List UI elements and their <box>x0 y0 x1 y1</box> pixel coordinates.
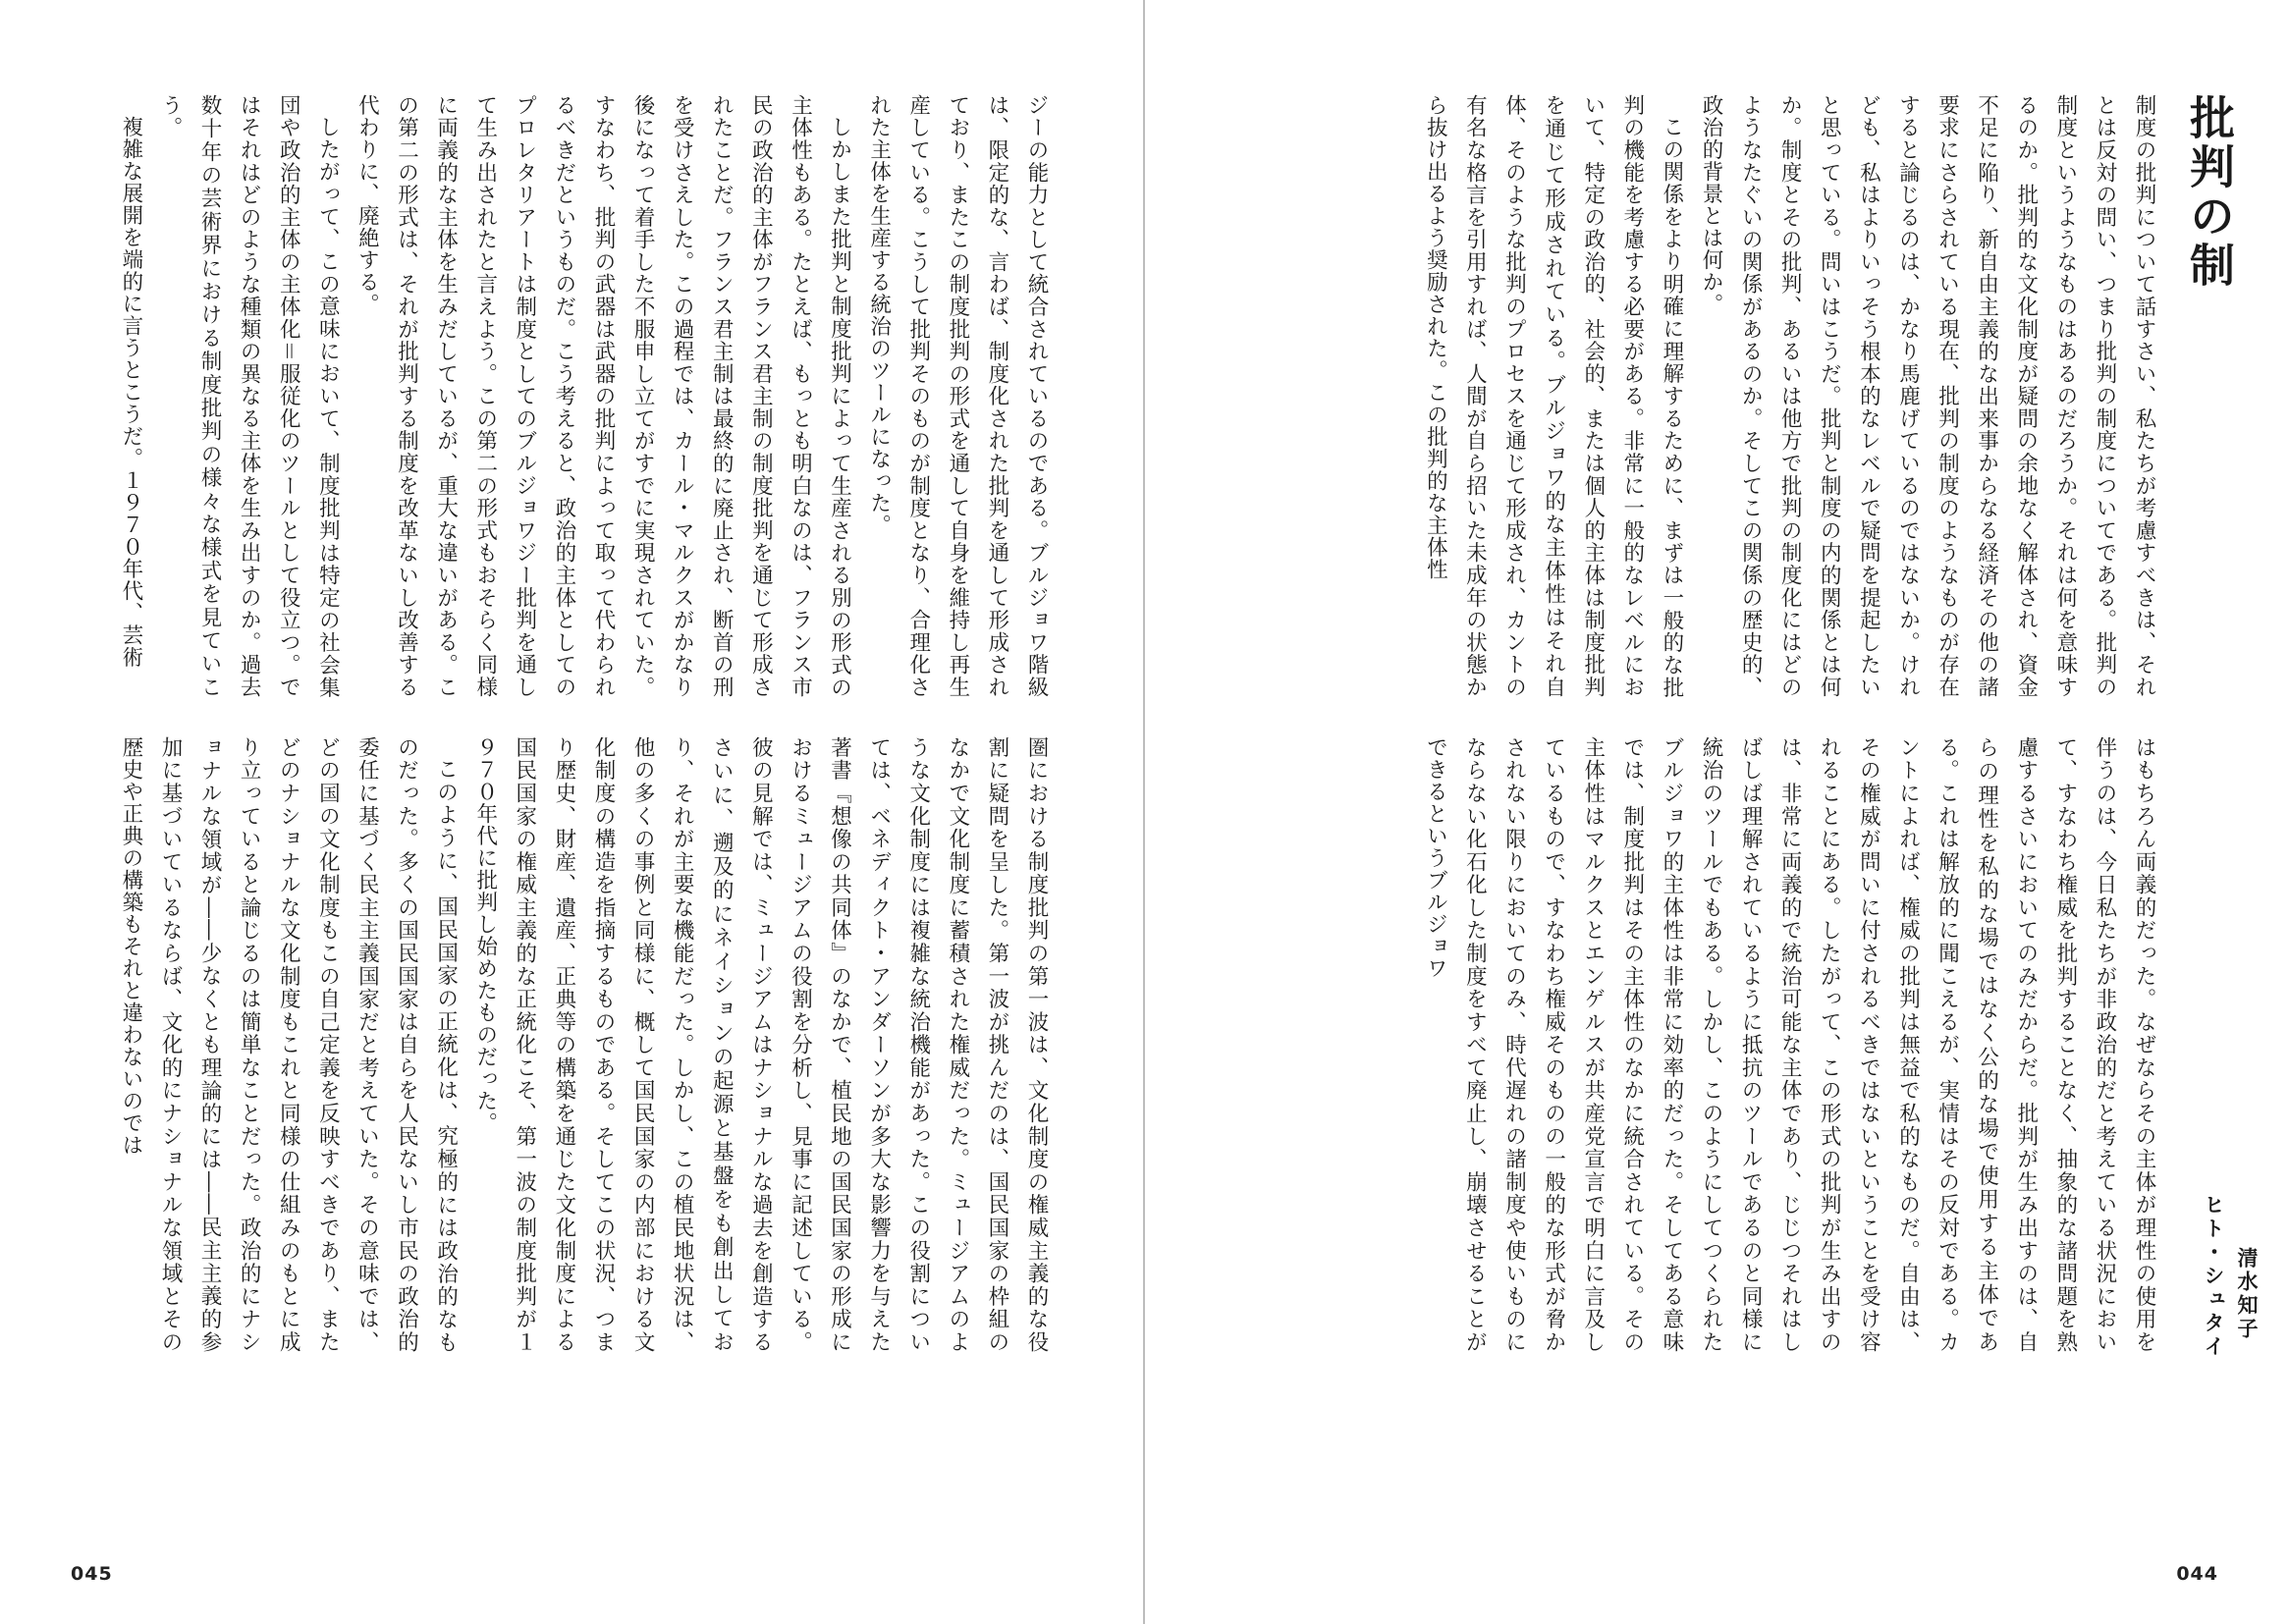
left-lower-text-block <box>74 736 1056 1353</box>
paragraph: はもちろん両義的だった。なぜならその主体が理性の使用を伴うのは、今日私たちが非政治的だと考えている状況において、すなわち権威を批判することなく、抽象的な諸問題を熟慮するさいにおいてのみだからだ。批判が生み出すのは、自らの理性を私的な場ではなく公的な場で使用する主体である。これは解放的に聞こえるが、実情はその反対である。カントによれば、権威の批判は無益で私的なものだ。自由は、その権威が問いに付されるべきではないということを受け容れることにある。したがって、この形式の批判が生み出すのは、非常に両義的で統治可能な主体であり、じじつそれはしばしば理解されているように抵抗のツールであるのと同様に統治のツールでもある。しかし、このようにしてつくられたブルジョワ的主体性は非常に効率的だった。そしてある意味では、制度批判はその主体性のなかに統合されている。その主体性はマルクスとエンゲルスが共産党宣言で明白に言及しているもので、すなわち権威そのものの一般的な形式が脅かされない限りにおいてのみ、時代遅れの諸制度や使いものにならない化石化した制度をすべて廃止し、崩壊させることができるというブルジョワ <box>1423 736 2156 1353</box>
paragraph: したがって、この意味において、制度批判は特定の社会集団や政治的主体の主体化＝服従化のツールとして役立つ。ではそれはどのような種類の異なる主体を生み出すのか。過去数十年の芸術界における制度批判の様々な様式を見ていこう。 <box>157 94 341 698</box>
right-lower-text-block <box>1260 736 2163 1353</box>
paragraph: この関係をより明確に理解するために、まずは一般的な批判の機能を考慮する必要がある。非常に一般的なレベルにおいて、特定の政治的、社会的、または個人的主体は制度批判を通じて形成されている。ブルジョワ的な主体性はそれ自体、そのような批判のプロセスを通じて形成され、カントの有名な格言を引用すれば、人間が自ら招いた未成年の状態から抜け出るよう奨励された。この批判的な主体性 <box>1423 94 1684 698</box>
paragraph: 制度の批判について話すさい、私たちが考慮すべきは、それとは反対の問い、つまり批判の制度についてである。批判の制度というようなものはあるのだろうか。それは何を意味するのか。批判的な文化制度が疑問の余地なく解体され、資金不足に陥り、新自由主義的な出来事からなる経済その他の諸要求にさらされている現在、批判の制度のようなものが存在すると論じるのは、かなり馬鹿げているのではないか。けれども、私はよりいっそう根本的なレベルで疑問を提起したいと思っている。問いはこうだ。批判と制度の内的関係とは何か。制度とその批判、あるいは他方で批判の制度化にはどのようなたぐいの関係があるのか。そしてこの関係の歴史的、政治的背景とは何か。 <box>1698 94 2156 698</box>
right-page <box>1145 0 2289 1624</box>
translator-credit <box>2232 1247 2262 1361</box>
left-upper-text-block <box>74 94 1056 698</box>
paragraph: 複雑な展開を端的に言うとこうだ。１９７０年代、芸術 <box>118 115 143 668</box>
left-page <box>0 0 1143 1624</box>
article-title: 批判の制 <box>2183 94 2236 291</box>
gutter-divider <box>1143 0 1145 1624</box>
paragraph: このように、国民国家の正統化は、究極的には政治的なものだった。多くの国民国家は自らを人民ないし市民の政治的委任に基づく民主主義国家だと考えていた。その意味では、どの国の文化制度もこの自己定義を反映すべきであり、またどのナショナルな文化制度もこれと同様の仕組みのもとに成り立っていると論じるのは簡単なことだった。政治的にナショナルな領域が――少なくとも理論的には――民主主義的参加に基づいているならば、文化的にナショナルな領域とその歴史や正典の構築もそれと違わないのでは <box>118 736 459 1353</box>
paragraph: ジーの能力として統合されているのである。ブルジョワ階級は、限定的な、言わば、制度化された批判を通して形成されており、またこの制度批判の形式を通して自身を維持し再生産している。こうして批判そのものが制度となり、合理化された主体を生産する統治のツールになった。 <box>866 94 1049 698</box>
author-name: ヒト・シュタイ <box>2202 1194 2225 1359</box>
paragraph: 圏における制度批判の第一波は、文化制度の権威主義的な役割に疑問を呈した。第一波が挑んだのは、国民国家の枠組のなかで文化制度に蓄積された権威だった。ミュージアムのような文化制度には複雑な統治機能があった。この役割については、ベネディクト・アンダーソンが多大な影響力を与えた著書『想像の共同体』のなかで、植民地の国民国家の形成におけるミュージアムの役割を分析し、見事に記述している。彼の見解では、ミュージアムはナショナルな過去を創造するさいに、遡及的にネイションの起源と基盤をも創出しており、それが主要な機能だった。しかし、この植民地状況は、他の多くの事例と同様に、概して国民国家の内部における文化制度の構造を指摘するものである。そしてこの状況、つまり歴史、財産、遺産、正典等の構築を通じた文化制度による国民国家の権威主義的な正統化こそ、第一波の制度批判が１９７０年代に批判し始めたものだった。 <box>472 736 1049 1353</box>
author-credit <box>2199 1194 2228 1361</box>
right-upper-text-block <box>1260 94 2163 698</box>
page-number-right: 044 <box>2176 1563 2218 1585</box>
translator-name: 清水知子 <box>2235 1247 2259 1341</box>
paragraph: しかしまた批判と制度批判によって生産される別の形式の主体性もある。たとえば、もっとも明白なのは、フランス市民の政治的主体がフランス君主制の制度批判を通じて形成されたことだ。フランス君主制は最終的に廃止され、断首の刑を受けさえした。この過程では、カール・マルクスがかなり後になって着手した不服申し立てがすでに実現されていた。すなわち、批判の武器は武器の批判によって取って代わられるべきだというものだ。こう考えると、政治的主体としてのプロレタリアートは制度としてのブルジョワジー批判を通して生み出されたと言えよう。この第二の形式もおそらく同様に両義的な主体を生みだしているが、重大な違いがある。この第二の形式は、それが批判する制度を改革ないし改善する代わりに、廃絶する。 <box>354 94 852 698</box>
page-number-left: 045 <box>71 1563 113 1585</box>
